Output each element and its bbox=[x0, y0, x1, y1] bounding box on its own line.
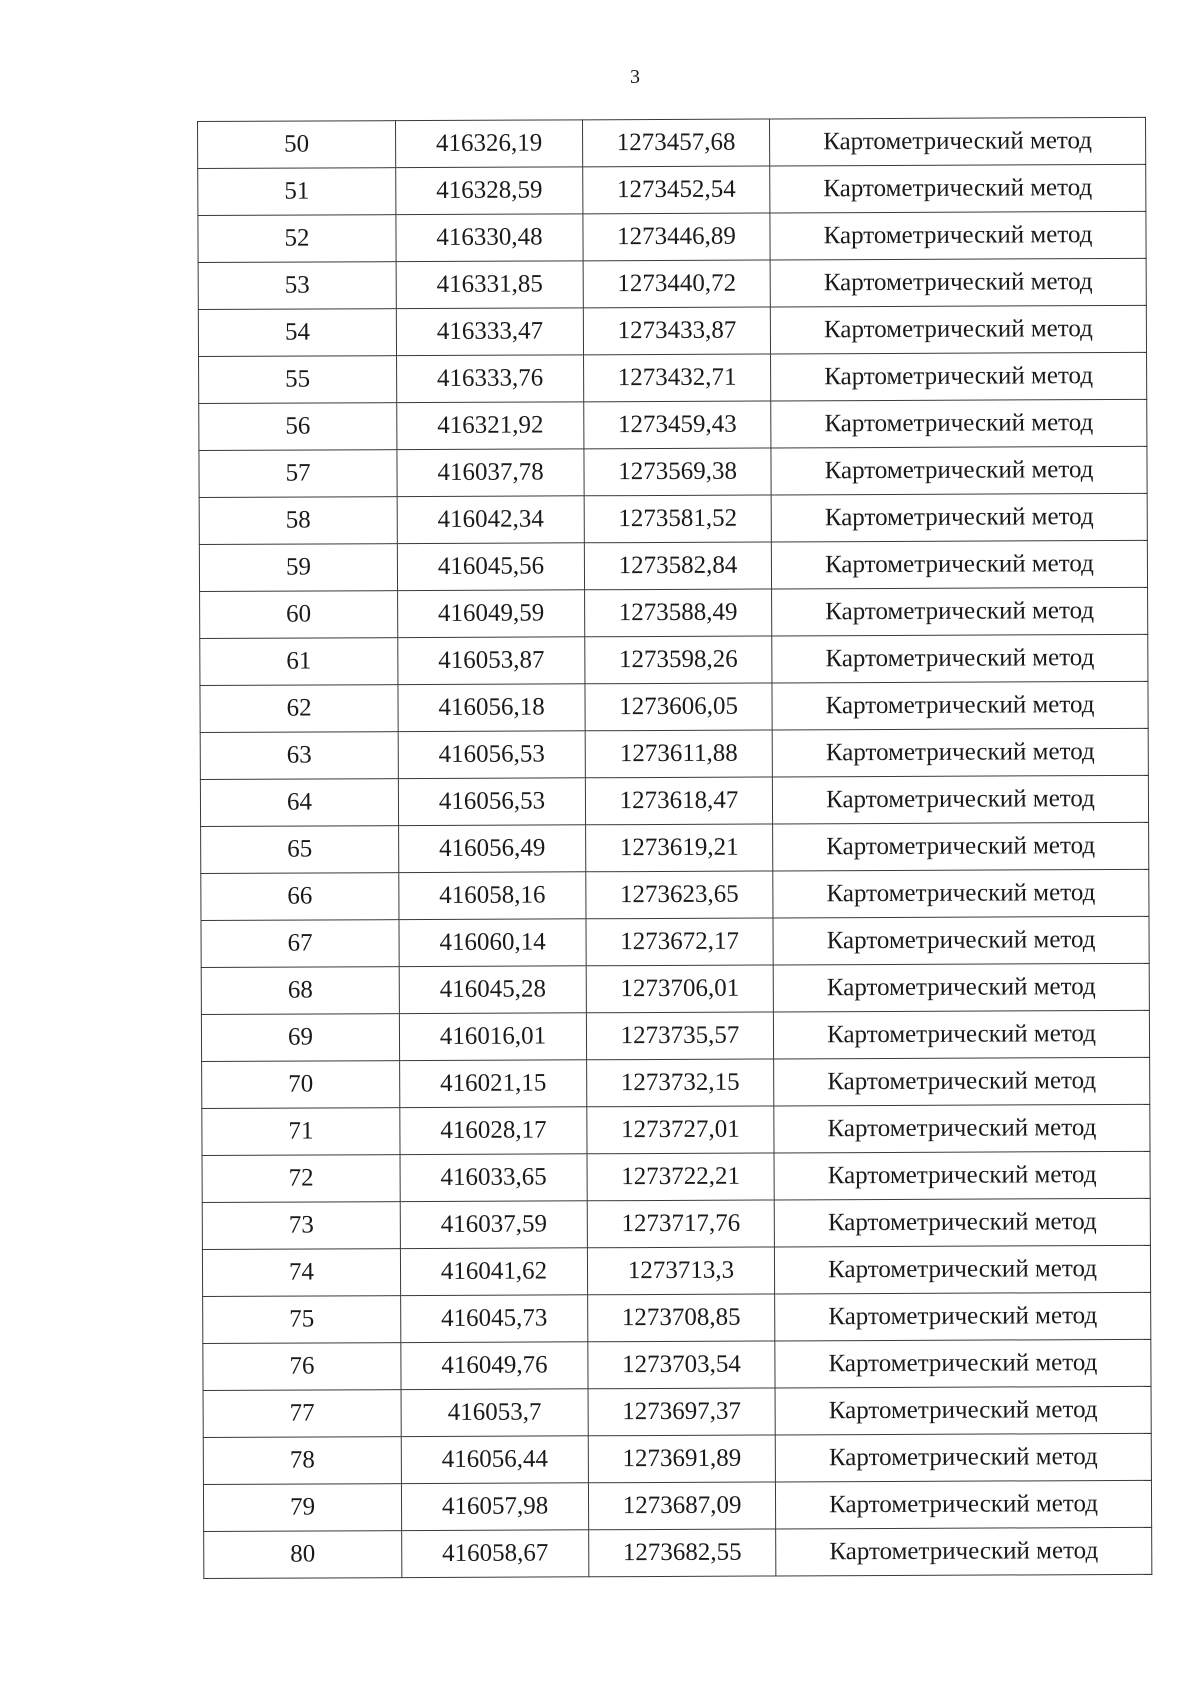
table-row bbox=[202, 1198, 1150, 1249]
x-coordinate-cell: 416326,19 bbox=[396, 120, 583, 168]
y-coordinate-cell: 1273717,76 bbox=[587, 1200, 774, 1248]
table-row bbox=[203, 1386, 1151, 1437]
method-cell: Картометрический метод bbox=[775, 1339, 1151, 1388]
point-number-cell: 52 bbox=[198, 215, 396, 263]
x-coordinate-cell: 416021,15 bbox=[400, 1060, 587, 1108]
table-row bbox=[200, 728, 1148, 779]
method-cell: Картометрический метод bbox=[770, 211, 1146, 260]
y-coordinate-cell: 1273691,89 bbox=[588, 1435, 775, 1483]
page-number: 3 bbox=[630, 66, 640, 88]
y-coordinate-cell: 1273732,15 bbox=[587, 1059, 774, 1107]
table-row bbox=[201, 963, 1149, 1014]
y-coordinate-cell: 1273569,38 bbox=[584, 448, 771, 496]
table-row bbox=[201, 822, 1149, 873]
method-cell: Картометрический метод bbox=[776, 1527, 1152, 1576]
point-number-cell: 79 bbox=[203, 1484, 401, 1532]
y-coordinate-cell: 1273440,72 bbox=[583, 260, 770, 308]
point-number-cell: 76 bbox=[203, 1343, 401, 1391]
y-coordinate-cell: 1273588,49 bbox=[585, 589, 772, 637]
table-row bbox=[199, 399, 1147, 450]
method-cell: Картометрический метод bbox=[773, 963, 1149, 1012]
point-number-cell: 57 bbox=[199, 450, 397, 498]
method-cell: Картометрический метод bbox=[770, 305, 1146, 354]
method-cell: Картометрический метод bbox=[773, 1010, 1149, 1059]
method-cell: Картометрический метод bbox=[775, 1480, 1151, 1529]
method-cell: Картометрический метод bbox=[774, 1198, 1150, 1247]
point-number-cell: 73 bbox=[202, 1202, 400, 1250]
table-row bbox=[200, 681, 1148, 732]
method-cell: Картометрический метод bbox=[771, 540, 1147, 589]
x-coordinate-cell: 416041,62 bbox=[400, 1248, 587, 1296]
y-coordinate-cell: 1273713,3 bbox=[587, 1247, 774, 1295]
x-coordinate-cell: 416056,49 bbox=[399, 825, 586, 873]
point-number-cell: 59 bbox=[199, 544, 397, 592]
x-coordinate-cell: 416037,78 bbox=[397, 449, 584, 497]
table-row bbox=[201, 869, 1149, 920]
point-number-cell: 65 bbox=[201, 826, 399, 874]
method-cell: Картометрический метод bbox=[774, 1057, 1150, 1106]
x-coordinate-cell: 416056,18 bbox=[398, 684, 585, 732]
table-row bbox=[199, 446, 1147, 497]
x-coordinate-cell: 416033,65 bbox=[400, 1154, 587, 1202]
table-row bbox=[198, 211, 1146, 262]
table-row bbox=[203, 1433, 1151, 1484]
y-coordinate-cell: 1273727,01 bbox=[587, 1106, 774, 1154]
point-number-cell: 72 bbox=[202, 1155, 400, 1203]
y-coordinate-cell: 1273611,88 bbox=[585, 730, 772, 778]
method-cell: Картометрический метод bbox=[775, 1292, 1151, 1341]
x-coordinate-cell: 416058,16 bbox=[399, 872, 586, 920]
point-number-cell: 71 bbox=[202, 1108, 400, 1156]
table-row bbox=[202, 1104, 1150, 1155]
point-number-cell: 58 bbox=[199, 497, 397, 545]
x-coordinate-cell: 416053,87 bbox=[398, 637, 585, 685]
x-coordinate-cell: 416056,53 bbox=[398, 778, 585, 826]
point-number-cell: 70 bbox=[202, 1061, 400, 1109]
x-coordinate-cell: 416045,73 bbox=[401, 1295, 588, 1343]
method-cell: Картометрический метод bbox=[772, 587, 1148, 636]
table-row bbox=[202, 1245, 1150, 1296]
table-row bbox=[201, 916, 1149, 967]
y-coordinate-cell: 1273703,54 bbox=[588, 1341, 775, 1389]
x-coordinate-cell: 416056,44 bbox=[401, 1436, 588, 1484]
y-coordinate-cell: 1273735,57 bbox=[586, 1012, 773, 1060]
y-coordinate-cell: 1273623,65 bbox=[586, 871, 773, 919]
method-cell: Картометрический метод bbox=[772, 634, 1148, 683]
point-number-cell: 62 bbox=[200, 685, 398, 733]
y-coordinate-cell: 1273618,47 bbox=[585, 777, 772, 825]
x-coordinate-cell: 416037,59 bbox=[400, 1201, 587, 1249]
y-coordinate-cell: 1273706,01 bbox=[586, 965, 773, 1013]
x-coordinate-cell: 416060,14 bbox=[399, 919, 586, 967]
x-coordinate-cell: 416333,47 bbox=[396, 308, 583, 356]
point-number-cell: 60 bbox=[200, 591, 398, 639]
table-row bbox=[204, 1527, 1152, 1578]
x-coordinate-cell: 416049,59 bbox=[398, 590, 585, 638]
method-cell: Картометрический метод bbox=[769, 117, 1145, 166]
x-coordinate-cell: 416331,85 bbox=[396, 261, 583, 309]
x-coordinate-cell: 416042,34 bbox=[397, 496, 584, 544]
x-coordinate-cell: 416328,59 bbox=[396, 167, 583, 215]
method-cell: Картометрический метод bbox=[773, 822, 1149, 871]
table-row bbox=[200, 634, 1148, 685]
method-cell: Картометрический метод bbox=[773, 916, 1149, 965]
y-coordinate-cell: 1273581,52 bbox=[584, 495, 771, 543]
table-row bbox=[198, 305, 1146, 356]
method-cell: Картометрический метод bbox=[773, 869, 1149, 918]
point-number-cell: 53 bbox=[198, 262, 396, 310]
point-number-cell: 55 bbox=[199, 356, 397, 404]
table-row bbox=[200, 775, 1148, 826]
y-coordinate-cell: 1273598,26 bbox=[585, 636, 772, 684]
y-coordinate-cell: 1273582,84 bbox=[584, 542, 771, 590]
method-cell: Картометрический метод bbox=[774, 1104, 1150, 1153]
point-number-cell: 75 bbox=[203, 1296, 401, 1344]
y-coordinate-cell: 1273697,37 bbox=[588, 1388, 775, 1436]
point-number-cell: 68 bbox=[201, 967, 399, 1015]
point-number-cell: 66 bbox=[201, 873, 399, 921]
table-row bbox=[202, 1057, 1150, 1108]
point-number-cell: 61 bbox=[200, 638, 398, 686]
table-row bbox=[198, 117, 1146, 168]
y-coordinate-cell: 1273619,21 bbox=[586, 824, 773, 872]
point-number-cell: 51 bbox=[198, 168, 396, 216]
coordinates-table-body bbox=[198, 117, 1152, 1578]
table-row bbox=[201, 1010, 1149, 1061]
method-cell: Картометрический метод bbox=[771, 352, 1147, 401]
y-coordinate-cell: 1273432,71 bbox=[584, 354, 771, 402]
x-coordinate-cell: 416016,01 bbox=[399, 1013, 586, 1061]
x-coordinate-cell: 416330,48 bbox=[396, 214, 583, 262]
table-row bbox=[199, 352, 1147, 403]
x-coordinate-cell: 416321,92 bbox=[397, 402, 584, 450]
y-coordinate-cell: 1273708,85 bbox=[588, 1294, 775, 1342]
x-coordinate-cell: 416045,56 bbox=[397, 543, 584, 591]
point-number-cell: 80 bbox=[204, 1531, 402, 1579]
y-coordinate-cell: 1273722,21 bbox=[587, 1153, 774, 1201]
x-coordinate-cell: 416049,76 bbox=[401, 1342, 588, 1390]
point-number-cell: 56 bbox=[199, 403, 397, 451]
method-cell: Картометрический метод bbox=[770, 258, 1146, 307]
point-number-cell: 74 bbox=[202, 1249, 400, 1297]
y-coordinate-cell: 1273457,68 bbox=[582, 119, 769, 167]
y-coordinate-cell: 1273446,89 bbox=[583, 213, 770, 261]
x-coordinate-cell: 416053,7 bbox=[401, 1389, 588, 1437]
method-cell: Картометрический метод bbox=[775, 1433, 1151, 1482]
y-coordinate-cell: 1273459,43 bbox=[584, 401, 771, 449]
coordinates-table bbox=[197, 117, 1152, 1579]
table-row bbox=[203, 1292, 1151, 1343]
table-row bbox=[199, 540, 1147, 591]
method-cell: Картометрический метод bbox=[771, 446, 1147, 495]
point-number-cell: 78 bbox=[203, 1437, 401, 1485]
method-cell: Картометрический метод bbox=[771, 399, 1147, 448]
table-row bbox=[203, 1339, 1151, 1390]
method-cell: Картометрический метод bbox=[772, 728, 1148, 777]
x-coordinate-cell: 416045,28 bbox=[399, 966, 586, 1014]
y-coordinate-cell: 1273672,17 bbox=[586, 918, 773, 966]
table-row bbox=[198, 164, 1146, 215]
point-number-cell: 67 bbox=[201, 920, 399, 968]
point-number-cell: 63 bbox=[200, 732, 398, 780]
x-coordinate-cell: 416056,53 bbox=[398, 731, 585, 779]
y-coordinate-cell: 1273682,55 bbox=[589, 1529, 776, 1577]
point-number-cell: 69 bbox=[201, 1014, 399, 1062]
y-coordinate-cell: 1273606,05 bbox=[585, 683, 772, 731]
table-row bbox=[198, 258, 1146, 309]
table-row bbox=[199, 493, 1147, 544]
point-number-cell: 50 bbox=[198, 121, 396, 169]
method-cell: Картометрический метод bbox=[770, 164, 1146, 213]
point-number-cell: 64 bbox=[200, 779, 398, 827]
method-cell: Картометрический метод bbox=[771, 493, 1147, 542]
point-number-cell: 77 bbox=[203, 1390, 401, 1438]
y-coordinate-cell: 1273687,09 bbox=[588, 1482, 775, 1530]
table-row bbox=[203, 1480, 1151, 1531]
y-coordinate-cell: 1273452,54 bbox=[583, 166, 770, 214]
table-row bbox=[202, 1151, 1150, 1202]
y-coordinate-cell: 1273433,87 bbox=[583, 307, 770, 355]
point-number-cell: 54 bbox=[198, 309, 396, 357]
method-cell: Картометрический метод bbox=[772, 681, 1148, 730]
method-cell: Картометрический метод bbox=[774, 1151, 1150, 1200]
method-cell: Картометрический метод bbox=[774, 1245, 1150, 1294]
table-row bbox=[200, 587, 1148, 638]
x-coordinate-cell: 416028,17 bbox=[400, 1107, 587, 1155]
method-cell: Картометрический метод bbox=[772, 775, 1148, 824]
x-coordinate-cell: 416057,98 bbox=[401, 1483, 588, 1531]
x-coordinate-cell: 416058,67 bbox=[402, 1530, 589, 1578]
method-cell: Картометрический метод bbox=[775, 1386, 1151, 1435]
x-coordinate-cell: 416333,76 bbox=[397, 355, 584, 403]
